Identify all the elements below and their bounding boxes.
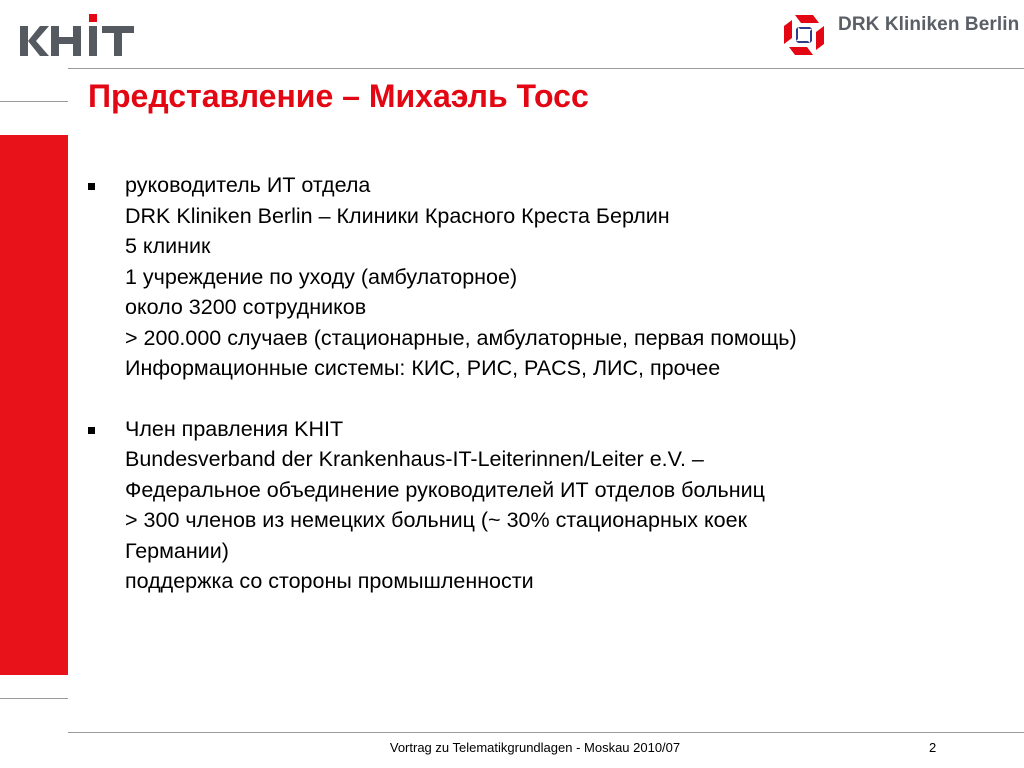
left-rule-top	[0, 101, 68, 102]
bullet-line: Информационные системы: КИС, РИС, PACS, ЛИС, прочее	[125, 356, 721, 380]
bullet-line: 1 учреждение по уходу (амбулаторное)	[125, 264, 518, 289]
bullet-line: DRK Kliniken Berlin – Клиники Красного Креста Берлин	[125, 203, 670, 228]
bullet-line: около 3200 сотрудников	[125, 295, 367, 319]
side-accent-bar	[0, 135, 68, 675]
bullet-square-icon	[88, 183, 95, 190]
bullet-line: руководитель ИТ отдела	[125, 173, 371, 197]
bullet-item-khit-member	[88, 414, 988, 597]
bullet-square-icon	[88, 427, 95, 434]
page-number: 2	[929, 740, 937, 755]
bullet-line: 5 клиник	[125, 234, 211, 258]
bullet-line: поддержка со стороны промышленности	[125, 569, 534, 593]
bullet-line: Германии)	[125, 538, 229, 563]
khit-logo	[18, 10, 140, 60]
bullet-line: > 300 членов из немецких больниц (~ 30% стационарных коек	[125, 508, 747, 532]
drk-logo-text: DRK Kliniken Berlin	[838, 14, 1020, 35]
bullet-item-it-head	[88, 170, 988, 384]
footer-caption: Vortrag zu Telematikgrundlagen - Moskau 2010/07	[389, 740, 681, 755]
title-underline	[68, 68, 1024, 69]
bullet-line: Bundesverband der Krankenhaus-IT-Leiterinnen/Leiter e.V. –	[125, 447, 704, 471]
footer-rule	[68, 732, 1024, 733]
bullet-line: > 200.000 случаев (стационарные, амбулаторные, первая помощь)	[125, 325, 797, 350]
left-rule-bottom	[0, 698, 68, 699]
bullet-list	[88, 170, 988, 627]
bullet-line: Федеральное объединение руководителей ИТ отделов больниц	[125, 477, 765, 502]
slide-title: Представление – Михаэль Тосс	[88, 78, 589, 114]
bullet-line: Член правления KHIT	[125, 416, 344, 441]
